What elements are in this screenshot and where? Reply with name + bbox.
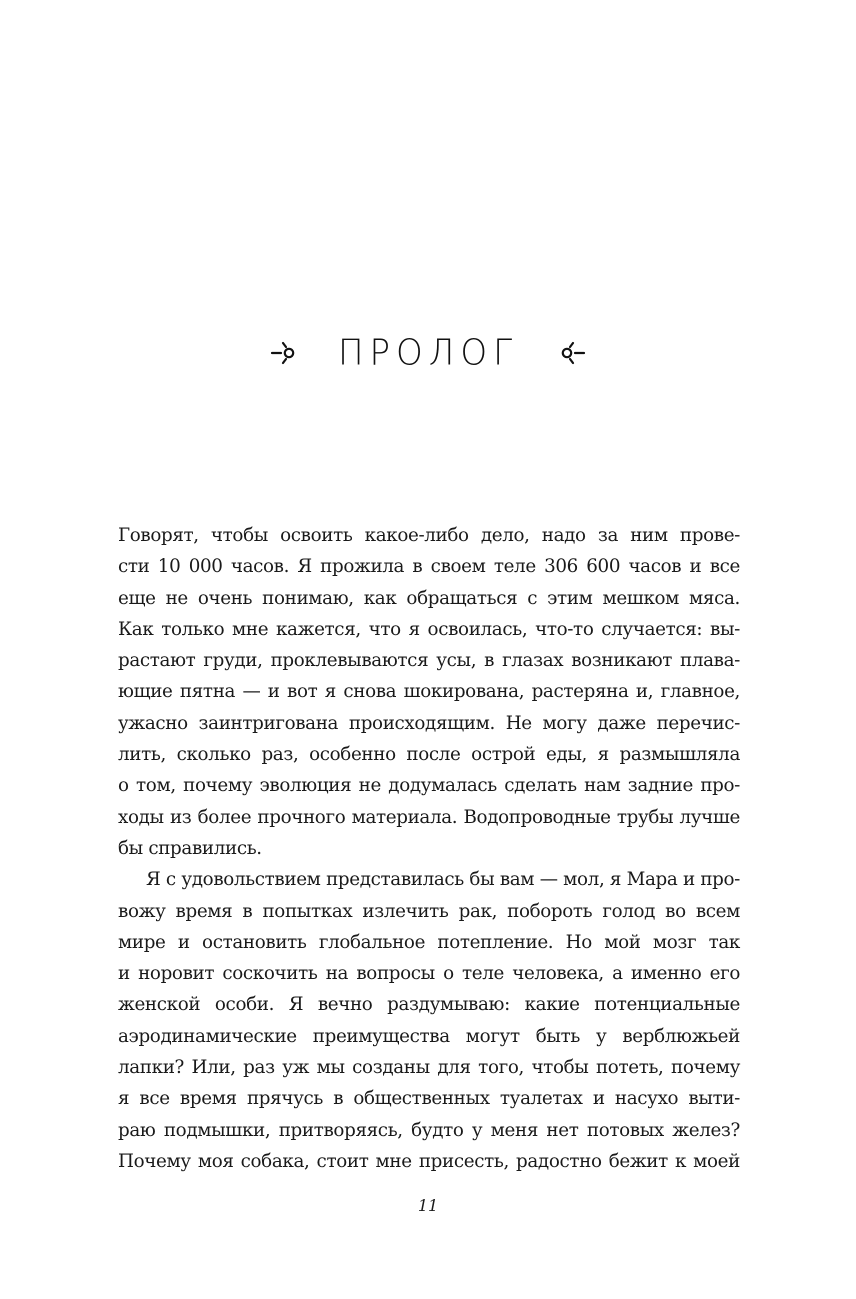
text-line: и норовит соскочить на вопросы о теле человека, а именно его	[118, 963, 740, 985]
text-line: вожу время в попытках излечить рак, побороть голод во всем	[118, 900, 740, 922]
text-line: лить, сколько раз, особенно после острой еды, я размышляла	[118, 744, 740, 766]
text-line: еще не очень понимаю, как обращаться с этим мешком мяса.	[118, 587, 740, 609]
chapter-title: ПРОЛОГ	[337, 332, 519, 374]
text-line: мире и остановить глобальное потепление. Но мой мозг так	[118, 931, 740, 953]
text-line: Я с удовольствием представилась бы вам — мол, я Мара и про-	[146, 869, 740, 891]
text-line: ходы из более прочного материала. Водопроводные трубы лучше	[118, 806, 740, 828]
body-text	[118, 520, 740, 1177]
text-line: я все время прячусь в общественных туалетах и насухо выти-	[118, 1088, 740, 1110]
text-line: раю подмышки, притворяясь, будто у меня нет потовых желез?	[118, 1119, 740, 1141]
text-line: растают груди, проклевываются усы, в глазах возникают плава-	[118, 650, 740, 672]
sparkle-dash-right-icon	[552, 336, 586, 370]
text-line: женской особи. Я вечно раздумываю: какие потенциальные	[118, 994, 740, 1016]
text-line: сти 10 000 часов. Я прожила в своем теле 306 600 часов и все	[118, 556, 740, 578]
text-line: Почему моя собака, стоит мне присесть, радостно бежит к моей	[118, 1150, 740, 1172]
paragraph-2	[118, 864, 740, 1177]
text-line: бы справились.	[118, 837, 262, 859]
chapter-heading	[0, 328, 856, 378]
text-line: о том, почему эволюция не додумалась сделать нам задние про-	[118, 775, 740, 797]
text-line: ужасно заинтригована происходящим. Не могу даже перечис-	[118, 712, 740, 734]
text-line: аэродинамические преимущества могут быть у верблюжьей	[118, 1025, 740, 1047]
text-line: Как только мне кажется, что я освоилась, что-то случается: вы-	[118, 618, 740, 640]
text-line: ющие пятна — и вот я снова шокирована, растеряна и, главное,	[118, 681, 740, 703]
page-number: 11	[417, 1196, 439, 1215]
text-line: лапки? Или, раз уж мы созданы для того, чтобы потеть, почему	[118, 1057, 740, 1079]
text-line: Говорят, чтобы освоить какое-либо дело, надо за ним прове-	[118, 525, 740, 546]
sparkle-dash-left-icon	[270, 336, 304, 370]
paragraph-1	[118, 520, 740, 864]
